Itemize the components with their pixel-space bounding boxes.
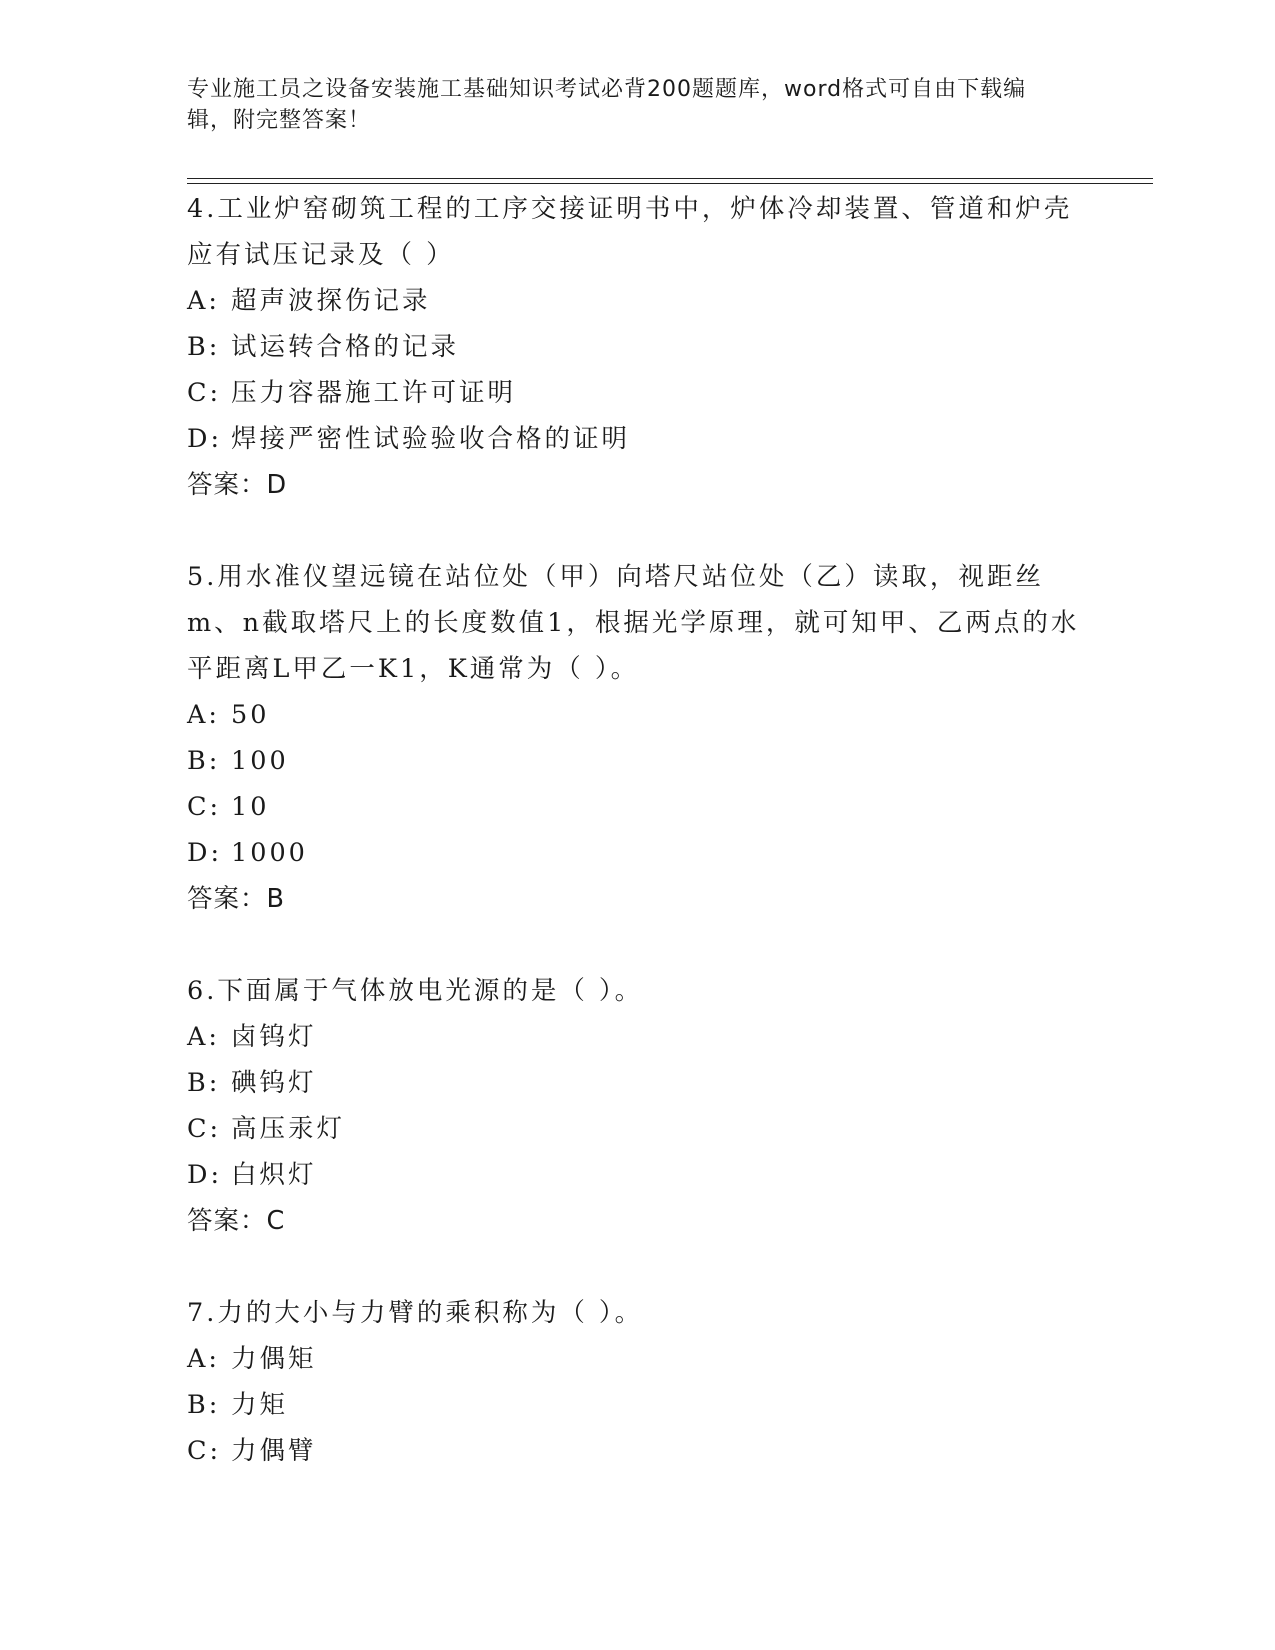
- option-b: [187, 1382, 1087, 1428]
- question-list: [187, 186, 1087, 1520]
- question-item: [187, 186, 1087, 508]
- question-text: 5.用水准仪望远镜在站位处（甲）向塔尺站位处（乙）读取，视距丝m、n截取塔尺上的长度数值1，根据光学原理，就可知甲、乙两点的水平距离L甲乙一K1，K通常为（ ）。: [187, 562, 1080, 684]
- option-text: 高压汞灯: [231, 1114, 346, 1144]
- option-c: [187, 784, 1087, 830]
- option-letter: C:: [187, 1436, 222, 1466]
- option-text: 压力容器施工许可证明: [231, 378, 517, 408]
- option-c: [187, 370, 1087, 416]
- question-item: [187, 554, 1087, 922]
- question-text: 6.下面属于气体放电光源的是（ ）。: [187, 976, 644, 1006]
- option-d: [187, 416, 1087, 462]
- option-c: [187, 1428, 1087, 1474]
- option-a: [187, 1336, 1087, 1382]
- option-b: [187, 1060, 1087, 1106]
- option-text: 超声波探伤记录: [231, 286, 431, 316]
- option-text: 力偶臂: [231, 1436, 317, 1466]
- option-letter: B:: [187, 332, 221, 362]
- question-item: [187, 1290, 1087, 1474]
- answer-text: 答案：D: [187, 470, 288, 500]
- option-b: [187, 738, 1087, 784]
- option-text: 白炽灯: [231, 1160, 317, 1190]
- question-item: [187, 968, 1087, 1244]
- option-letter: D:: [187, 1160, 223, 1190]
- question-text: 4.工业炉窑砌筑工程的工序交接证明书中，炉体冷却装置、管道和炉壳应有试压记录及（ ）: [187, 194, 1073, 270]
- option-letter: A:: [187, 286, 221, 316]
- answer-text: 答案：C: [187, 1206, 286, 1236]
- option-d: [187, 830, 1087, 876]
- question-text: 7.力的大小与力臂的乘积称为（ ）。: [187, 1298, 644, 1328]
- option-letter: B:: [187, 1390, 221, 1420]
- option-letter: C:: [187, 1114, 222, 1144]
- option-letter: B:: [187, 1068, 221, 1098]
- header-divider-bottom: [187, 183, 1153, 184]
- option-letter: C:: [187, 792, 222, 822]
- option-text: 1000: [231, 838, 308, 868]
- header-divider-top: [187, 178, 1153, 179]
- option-d: [187, 1152, 1087, 1198]
- option-letter: A:: [187, 1022, 221, 1052]
- option-letter: D:: [187, 838, 223, 868]
- option-a: [187, 278, 1087, 324]
- option-text: 10: [231, 792, 270, 822]
- option-text: 50: [231, 700, 270, 730]
- answer-text: 答案：B: [187, 884, 285, 914]
- option-a: [187, 1014, 1087, 1060]
- option-text: 100: [231, 746, 289, 776]
- option-text: 力矩: [231, 1390, 289, 1420]
- option-text: 卤钨灯: [231, 1022, 317, 1052]
- option-a: [187, 692, 1087, 738]
- option-letter: B:: [187, 746, 221, 776]
- option-letter: A:: [187, 1344, 221, 1374]
- document-header: 专业施工员之设备安装施工基础知识考试必背200题题库，word格式可自由下载编辑，附完整答案！: [187, 77, 1027, 133]
- option-letter: A:: [187, 700, 221, 730]
- option-text: 碘钨灯: [231, 1068, 317, 1098]
- option-text: 试运转合格的记录: [231, 332, 460, 362]
- option-text: 力偶矩: [231, 1344, 317, 1374]
- option-b: [187, 324, 1087, 370]
- option-letter: C:: [187, 378, 222, 408]
- option-letter: D:: [187, 424, 223, 454]
- option-text: 焊接严密性试验验收合格的证明: [231, 424, 631, 454]
- option-c: [187, 1106, 1087, 1152]
